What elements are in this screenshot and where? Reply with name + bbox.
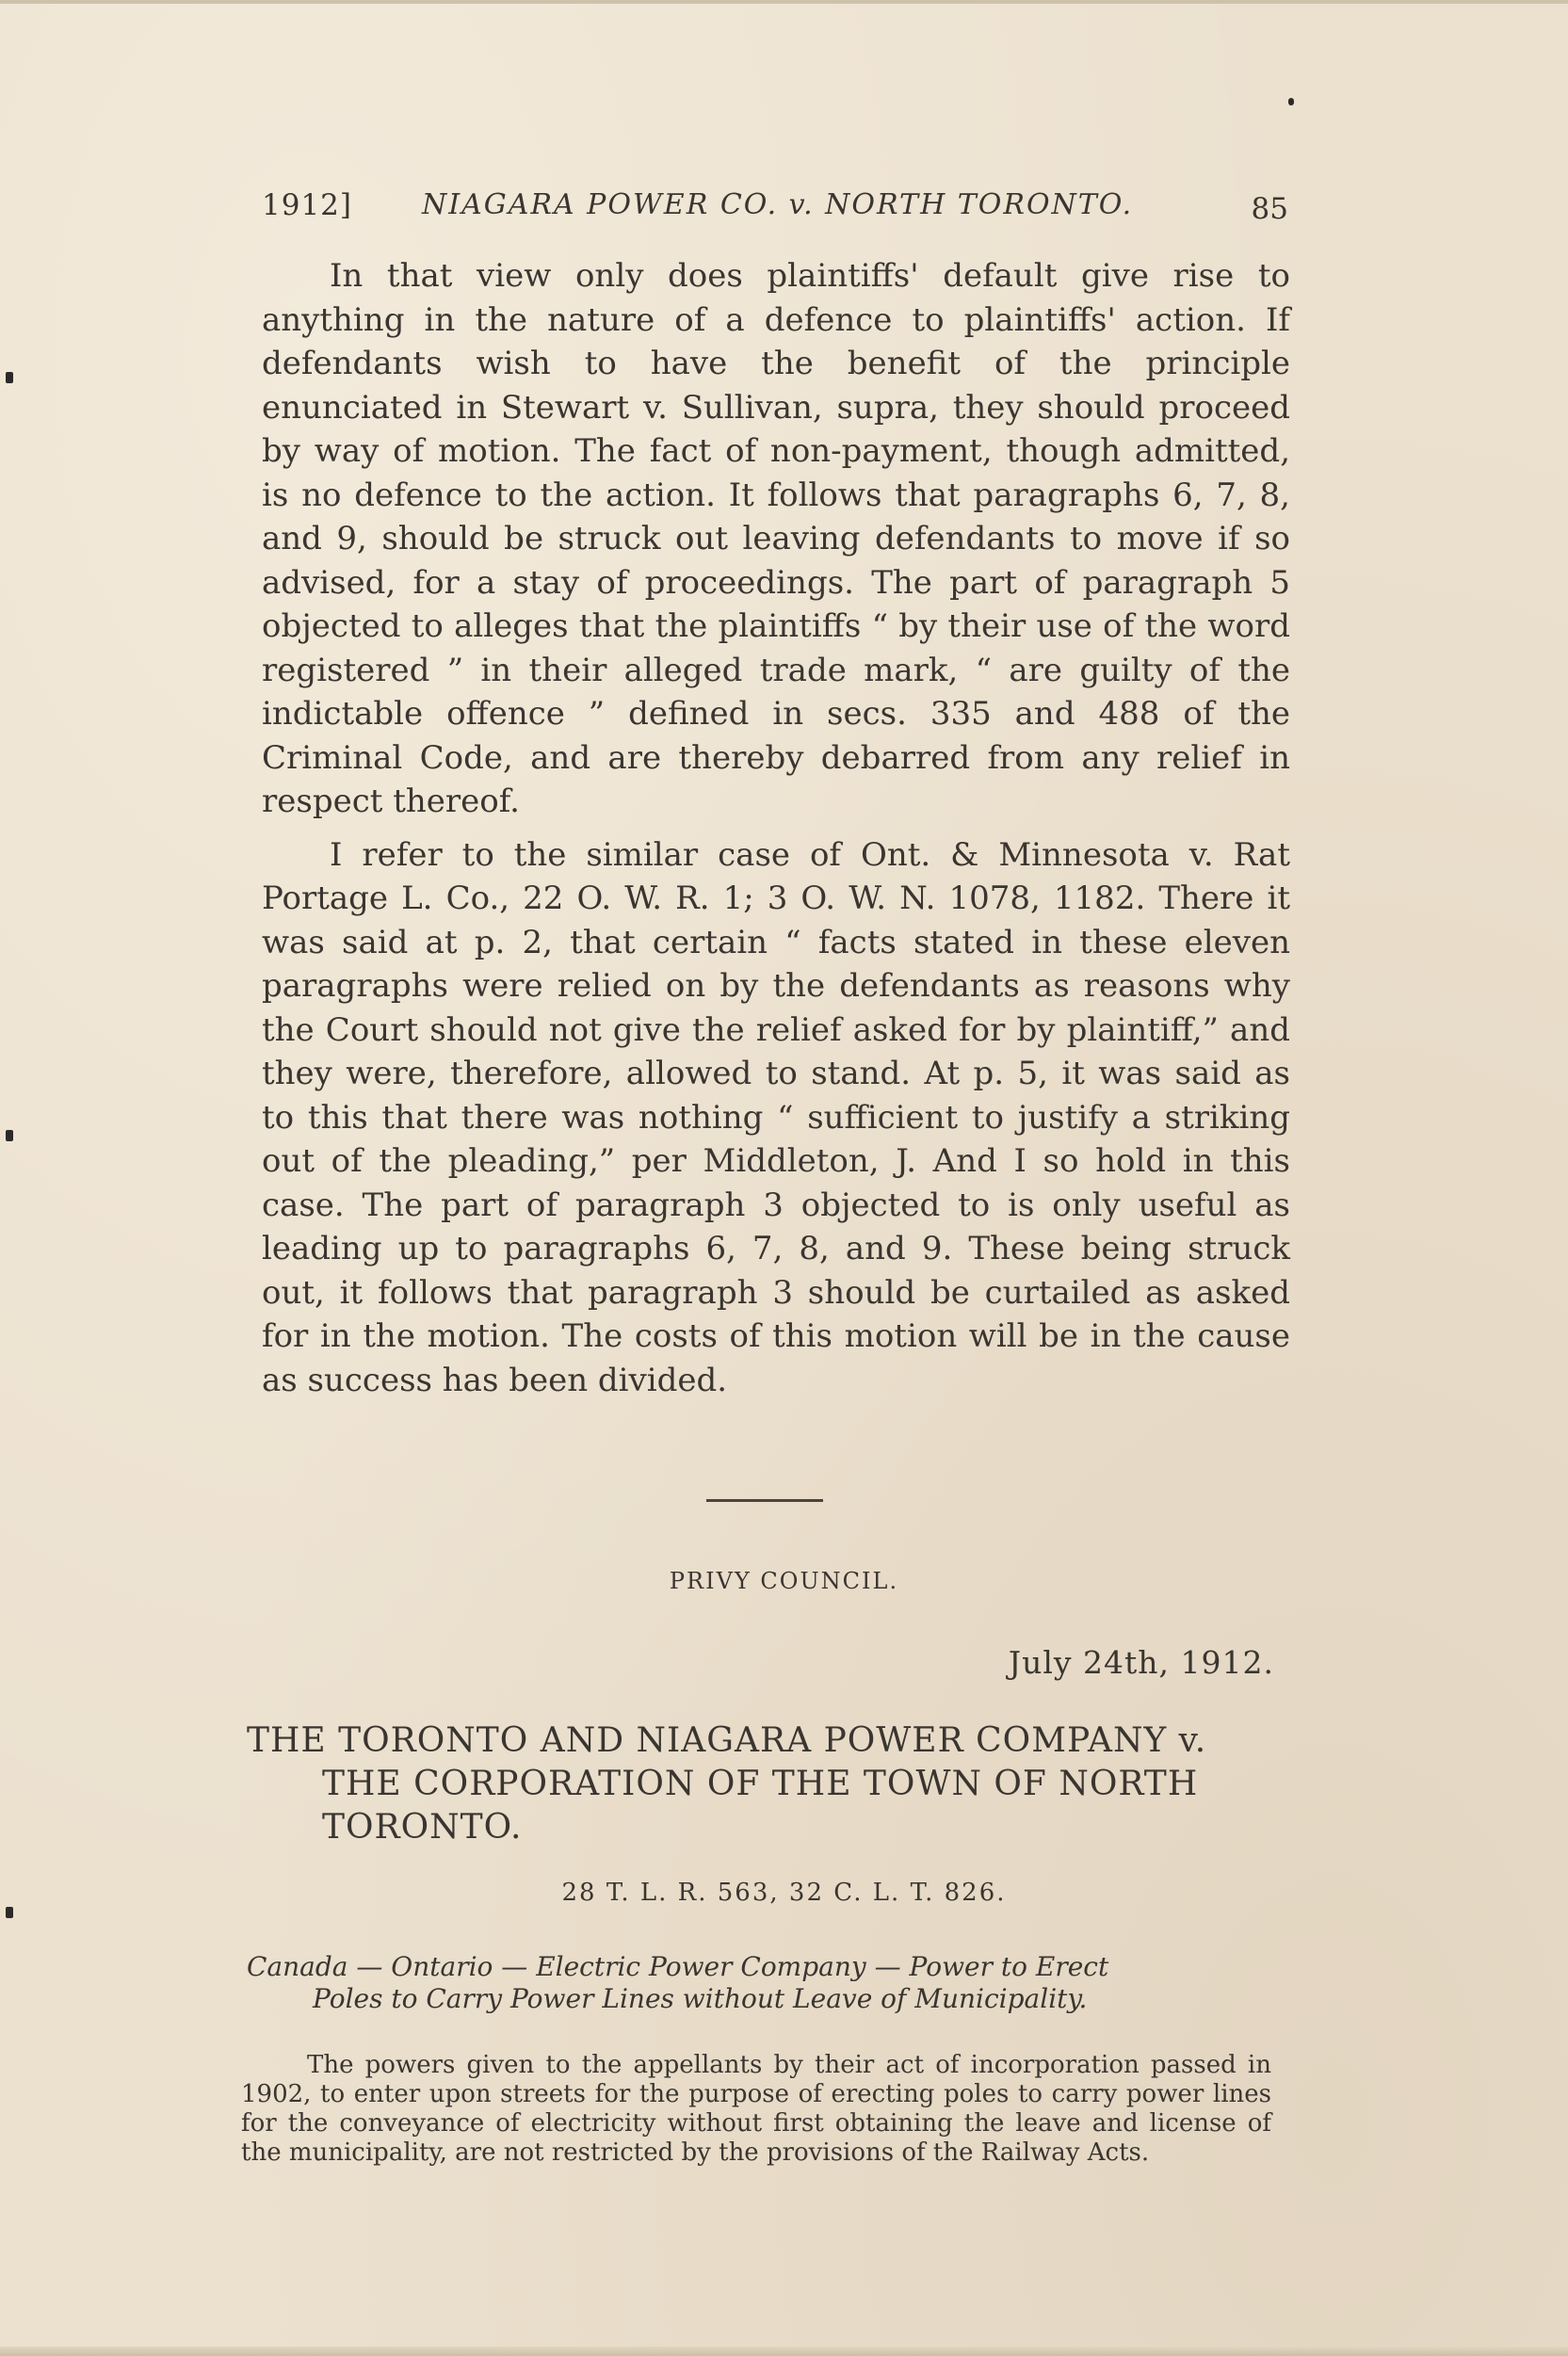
body-paragraph-2: I refer to the similar case of Ont. & Minnesota v. Rat Portage L. Co., 22 O. W. R. 1; 3 O. W. N. 1078, 1182. There it was said at p. 2, that certain “ facts stated in these eleven paragraphs were relied on by the defendants as reasons why the Court should not give the relief asked for by plaintiff,” and they were, therefore, allowed to stand. At p. 5, it was said as to this that there was nothing “ sufficient to justify a striking out of the pleading,” per Middleton, J. And I so hold in this case. The part of paragraph 3 objected to is only useful as leading up to paragraphs 6, 7, 8, and 9. These being struck out, it follows that paragraph 3 should be curtailed as asked for in the motion. The costs of this motion will be in the cause as success has been divided. xyxy=(262,835,1290,1399)
case-title-line-3: TORONTO. xyxy=(322,1808,523,1847)
body-paragraph-1: In that view only does plaintiffs' default give rise to anything in the nature of a defence to plaintiffs' action. If defendants wish to have the benefit of the principle enunciated in Stewart v. Sullivan, supra, they should proceed by way of motion. The fact of non-payment, though admitted, is no defence to the action. It follows that paragraphs 6, 7, 8, and 9, should be struck out leaving defendants to move if so advised, for a stay of proceedings. The part of paragraph 5 objected to alleges that the plaintiffs “ by their use of the word registered ” in their alleged trade mark, “ are guilty of the indictable offence ” defined in secs. 335 and 488 of the Criminal Code, and are thereby debarred from any relief in respect thereof. xyxy=(262,257,1290,820)
page-number: 85 xyxy=(1251,192,1288,226)
page-top-edge xyxy=(0,0,1568,4)
headnote-line-2: Poles to Carry Power Lines without Leave of Municipality. xyxy=(313,1983,1088,2014)
binding-mark xyxy=(6,372,13,383)
court-heading: PRIVY COUNCIL. xyxy=(669,1568,899,1594)
case-title-line-1: THE TORONTO AND NIAGARA POWER COMPANY v. xyxy=(247,1721,1207,1760)
running-head-title: NIAGARA POWER CO. v. NORTH TORONTO. xyxy=(422,188,1134,221)
headnote-line-1: Canada — Ontario — Electric Power Company — Power to Erect xyxy=(247,1951,1109,1982)
judgment-body xyxy=(262,254,1290,1402)
running-head-year: 1912] xyxy=(262,188,352,222)
binding-mark xyxy=(6,1907,13,1918)
running-head xyxy=(262,188,1288,232)
binding-mark xyxy=(6,1130,13,1141)
case-summary: The powers given to the appellants by their act of incorporation passed in 1902, to enter upon streets for the purpose of erecting poles to carry power lines for the conveyance of electricity without first obtaining the leave and license of the municipality, are not restricted by the provisions of the Railway Acts. xyxy=(241,2051,1271,2167)
page-bottom-edge xyxy=(0,2347,1568,2356)
section-divider xyxy=(706,1499,823,1502)
case-title-line-2: THE CORPORATION OF THE TOWN OF NORTH xyxy=(322,1765,1199,1803)
ink-dot xyxy=(1288,98,1294,105)
case-citation: 28 T. L. R. 563, 32 C. L. T. 826. xyxy=(561,1879,1007,1907)
headnote xyxy=(247,1951,1273,2015)
case-title xyxy=(247,1719,1290,1849)
judgment-date: July 24th, 1912. xyxy=(1008,1644,1274,1681)
